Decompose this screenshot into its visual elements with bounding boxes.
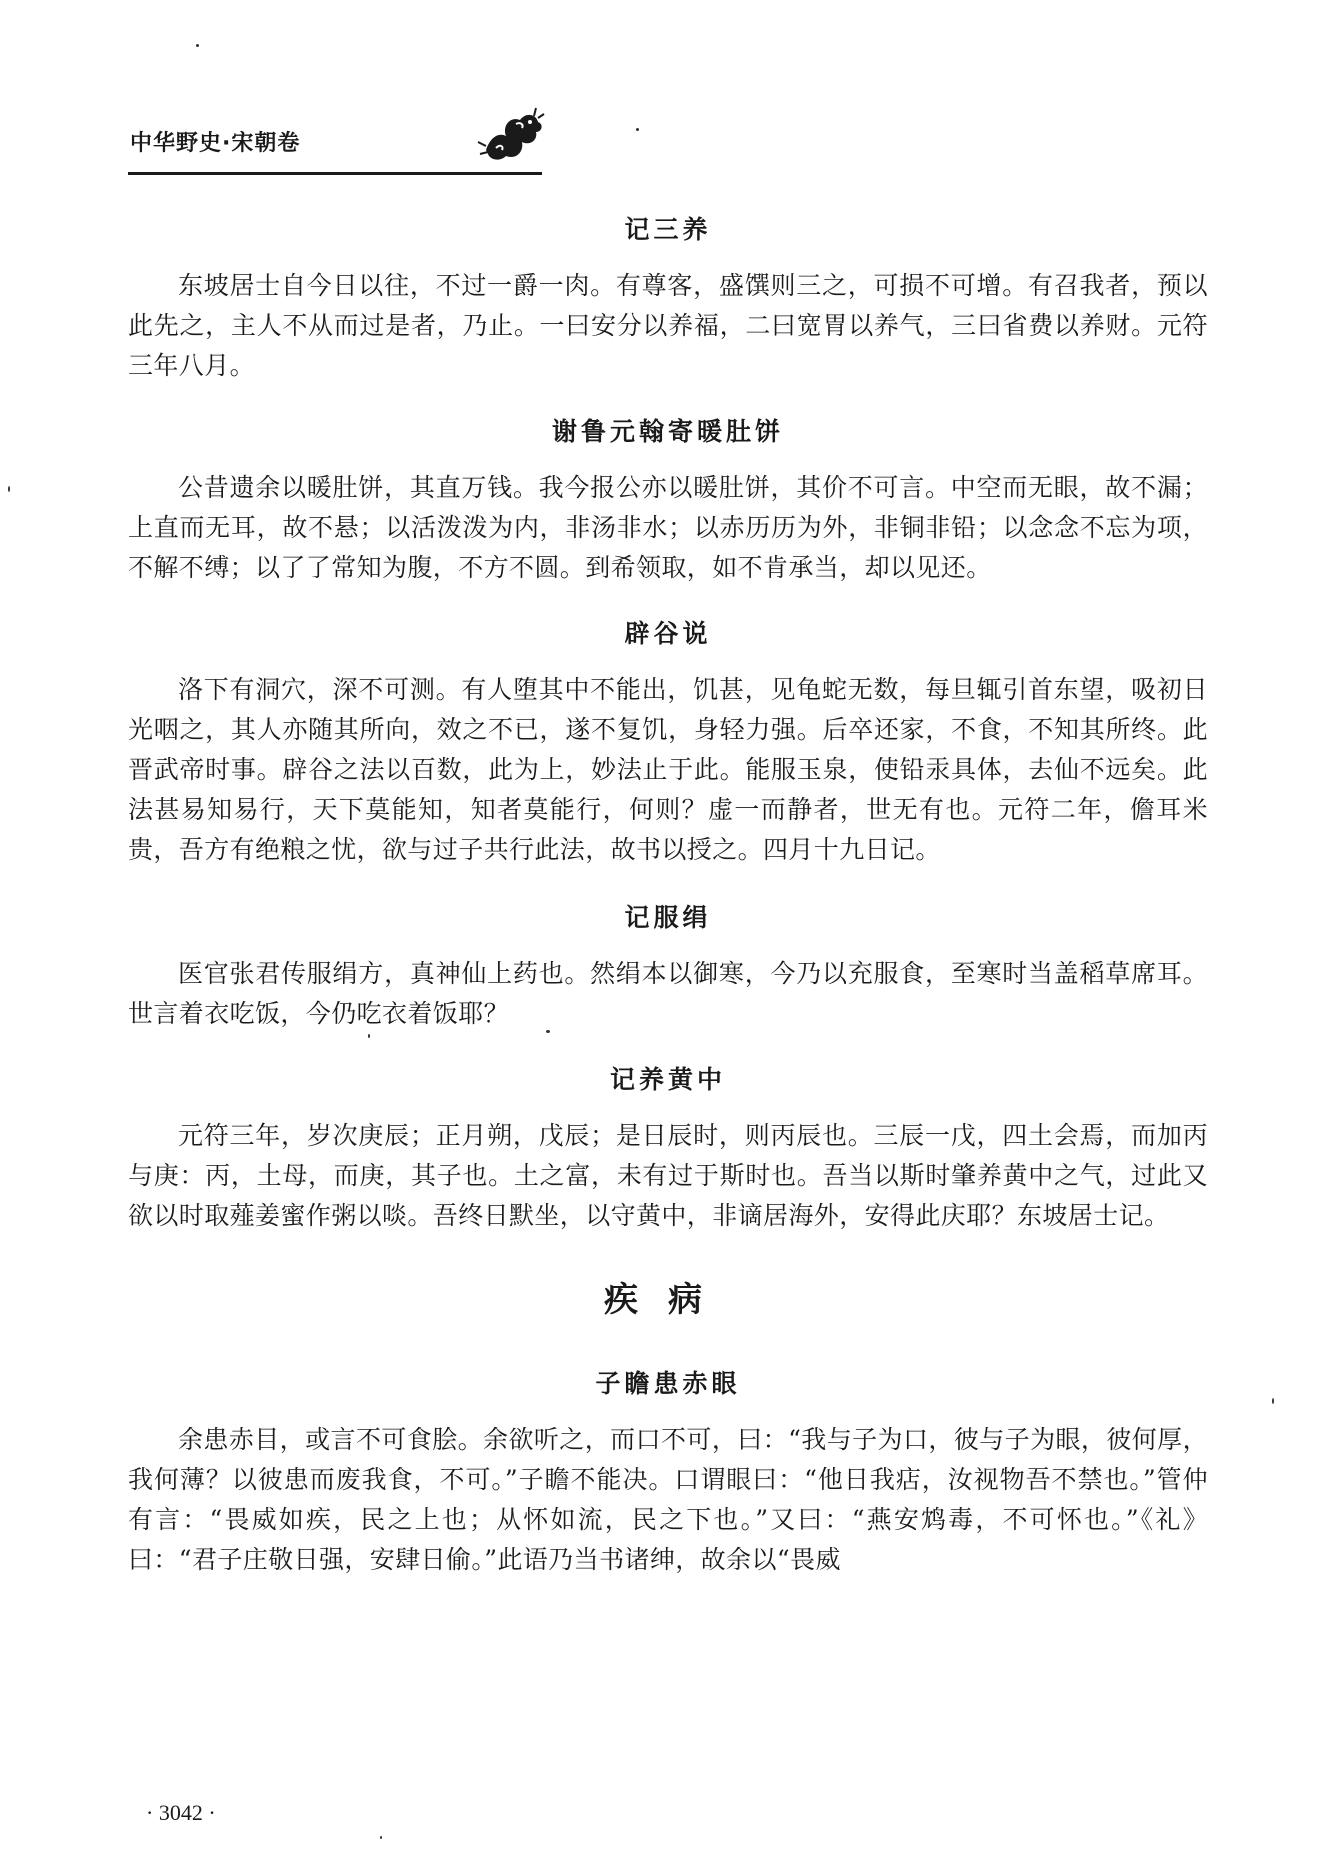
page-content	[128, 212, 1208, 1580]
paragraph-xie-lu-yuan-han: 公昔遗余以暖肚饼，其直万钱。我今报公亦以暖肚饼，其价不可言。中空而无眼，故不漏；上直而无耳，故不悬；以活泼泼为内，非汤非水；以赤历历为外，非铜非铅；以念念不忘为项，不解不缚；以了了常知为腹，不方不圆。到希领取，如不肯承当，却以见还。	[128, 473, 1208, 582]
section-title-bi-gu-shuo: 辟谷说	[624, 619, 712, 648]
section-title-ji-san-yang: 记三养	[624, 215, 712, 244]
section-title-ji-fu-juan: 记服绢	[624, 903, 712, 932]
scan-speck	[196, 44, 199, 47]
scan-speck	[380, 1836, 382, 1839]
scan-speck	[1272, 1398, 1274, 1404]
page-number: · 3042 ·	[146, 1800, 216, 1825]
chapter-title: 疾病	[604, 1280, 732, 1320]
section-title-xie-lu-yuan-han: 谢鲁元翰寄暖肚饼	[551, 417, 784, 446]
scan-speck	[546, 1030, 550, 1033]
section-title-zi-zhan-chi-yan: 子瞻患赤眼	[595, 1369, 741, 1398]
section-title-ji-yang-huang-zhong: 记养黄中	[609, 1065, 726, 1094]
dragon-emblem-icon	[476, 102, 548, 166]
scan-speck	[636, 128, 639, 131]
header-title: 中华野史·宋朝卷	[130, 131, 301, 156]
scan-speck	[8, 486, 10, 492]
scan-speck	[368, 1034, 370, 1038]
paragraph-zi-zhan-chi-yan: 余患赤目，或言不可食脍。余欲听之，而口不可，曰：“我与子为口，彼与子为眼，彼何厚，我何薄？以彼患而废我食，不可。”子瞻不能决。口谓眼曰：“他日我痁，汝视物吾不禁也。”管仲有言：“畏威如疾，民之上也；从怀如流，民之下也。”又曰：“燕安鸩毒，不可怀也。”《礼》曰：“君子庄敬日强，安肆日偷。”此语乃当书诸绅，故余以“畏威	[128, 1425, 1208, 1574]
paragraph-ji-fu-juan: 医官张君传服绢方，真神仙上药也。然绢本以御寒，今乃以充服食，至寒时当盖稻草席耳。世言着衣吃饭，今仍吃衣着饭耶？	[128, 959, 1208, 1028]
paragraph-ji-yang-huang-zhong: 元符三年，岁次庚辰；正月朔，戊辰；是日辰时，则丙辰也。三辰一戊，四土会焉，而加丙与庚：丙，土母，而庚，其子也。土之富，未有过于斯时也。吾当以斯时肇养黄中之气，过此又欲以时取薤姜蜜作粥以啖。吾终日默坐，以守黄中，非谪居海外，安得此庆耶？东坡居士记。	[128, 1121, 1208, 1230]
paragraph-bi-gu-shuo: 洛下有洞穴，深不可测。有人堕其中不能出，饥甚，见龟蛇无数，每旦辄引首东望，吸初日光咽之，其人亦随其所向，效之不已，遂不复饥，身轻力强。后卒还家，不食，不知其所终。此晋武帝时事。辟谷之法以百数，此为上，妙法止于此。能服玉泉，使铅汞具体，去仙不远矣。此法甚易知易行，天下莫能知，知者莫能行，何则？虚一而静者，世无有也。元符二年，儋耳米贵，吾方有绝粮之忧，欲与过子共行此法，故书以授之。四月十九日记。	[128, 675, 1208, 864]
paragraph-ji-san-yang: 东坡居士自今日以往，不过一爵一肉。有尊客，盛馔则三之，可损不可增。有召我者，预以此先之，主人不从而过是者，乃止。一曰安分以养福，二曰宽胃以养气，三曰省费以养财。元符三年八月。	[128, 271, 1208, 380]
